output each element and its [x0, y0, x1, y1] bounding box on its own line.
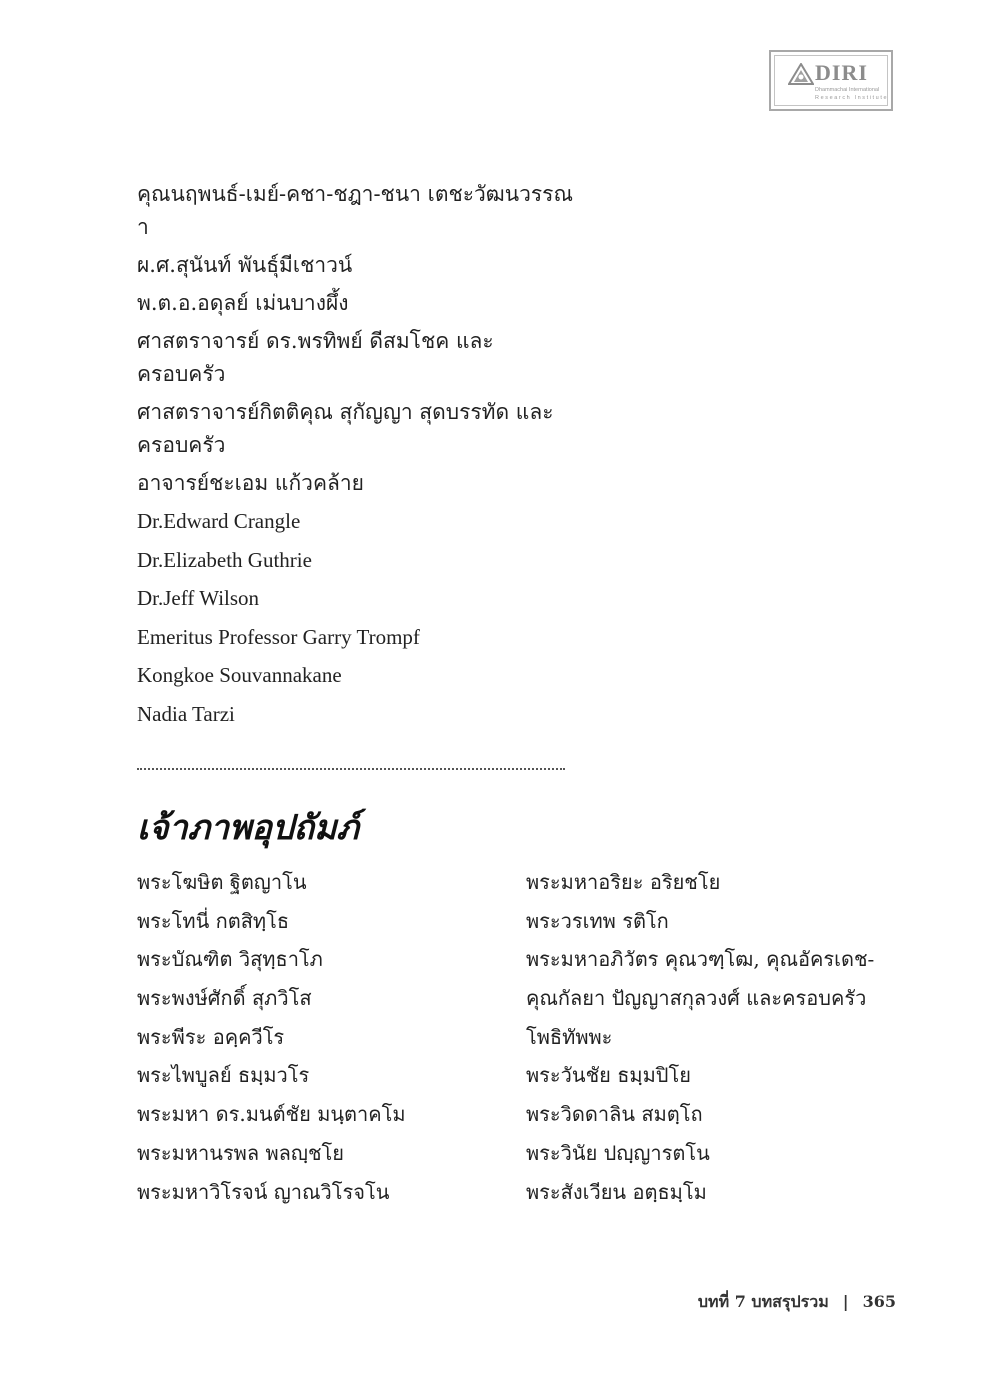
- donor-entry: คุณนฤพนธ์-เมย์-คชา-ชฎา-ชนา เตชะวัฒนวรรณา: [137, 182, 573, 239]
- donor-entry: Kongkoe Souvannakane: [137, 663, 342, 687]
- patron-entry: พระมหานรพล พลญฺชโย: [137, 1140, 344, 1165]
- patron-entry: พระมหาวิโรจน์ ญาณวิโรจโน: [137, 1179, 390, 1204]
- patron-entry: พระไพบูลย์ ธมฺมวโร: [137, 1063, 310, 1088]
- logo-wordmark: DIRI: [815, 60, 868, 85]
- dotted-divider: [137, 768, 565, 770]
- patron-entry: พระโทนี่ กตสิทฺโธ: [137, 908, 290, 933]
- chapter-label: บทที่ 7 บทสรุปรวม: [697, 1292, 829, 1311]
- page-number: 365: [862, 1292, 896, 1311]
- donor-entry: ผ.ศ.สุนันท์ พันธุ์มีเชาวน์: [137, 253, 353, 277]
- section-title: เจ้าภาพอุปถัมภ์: [137, 808, 359, 848]
- patron-entry: โพธิทัพพะ: [526, 1024, 613, 1049]
- patron-entry: พระวิดดาลิน สมตฺโถ: [526, 1102, 703, 1127]
- donor-entry: Dr.Elizabeth Guthrie: [137, 547, 312, 572]
- triangle-emblem-icon: [788, 63, 814, 85]
- donor-entry: ศาสตราจารย์กิตติคุณ สุกัญญา สุดบรรทัด และครอบครัว: [137, 400, 554, 457]
- donor-entry: Dr.Edward Crangle: [137, 509, 301, 533]
- donor-entry: Dr.Jeff Wilson: [137, 586, 260, 610]
- patron-entry: พระวรเทพ รติโก: [526, 908, 669, 933]
- donor-entry: ศาสตราจารย์ ดร.พรทิพย์ ดีสมโชค และครอบครัว: [137, 329, 494, 386]
- patron-entry: พระบัณฑิต วิสุทฺธาโภ: [137, 947, 323, 972]
- patron-entry: พระมหา ดร.มนต์ชัย มนฺตาคโม: [137, 1102, 406, 1127]
- patron-entry: พระวันชัย ธมฺมปิโย: [526, 1063, 691, 1088]
- diri-logo: [769, 50, 893, 111]
- patron-entry: พระพีระ อคฺควีโร: [137, 1024, 285, 1049]
- patron-entry: พระมหาอริยะ อริยชโย: [526, 870, 721, 894]
- donor-entry: พ.ต.อ.อดุลย์ เม่นบางผึ้ง: [137, 291, 349, 315]
- page-footer: [698, 1290, 896, 1315]
- patron-entry: พระมหาอภิวัตร คุณวฑฺโฒ, คุณอัครเดช-: [526, 947, 875, 972]
- patron-column-left: [137, 866, 497, 1214]
- patron-entry: พระสังเวียน อตฺธมฺโม: [526, 1179, 707, 1204]
- footer-separator: |: [842, 1292, 849, 1311]
- patron-entry: พระวินัย ปญฺญารตโน: [526, 1140, 710, 1165]
- patron-entry: พระโฆษิต ฐิตญาโน: [137, 870, 307, 894]
- donor-entry: อาจารย์ชะเอม แก้วคล้าย: [137, 471, 364, 495]
- logo-subtitle-line1: Dhammachai International: [815, 87, 880, 93]
- logo-subtitle-line2: Research Institute: [815, 95, 889, 101]
- donor-entry: Nadia Tarzi: [137, 701, 235, 726]
- donor-list: [137, 178, 577, 736]
- patron-entry: พระพงษ์ศักดิ์ สุภวิโส: [137, 986, 312, 1011]
- patron-column-right: [526, 866, 875, 1214]
- patron-entry: คุณกัลยา ปัญญาสกุลวงศ์ และครอบครัว: [526, 986, 867, 1011]
- donor-entry: Emeritus Professor Garry Trompf: [137, 624, 420, 649]
- logo-frame: [774, 55, 888, 106]
